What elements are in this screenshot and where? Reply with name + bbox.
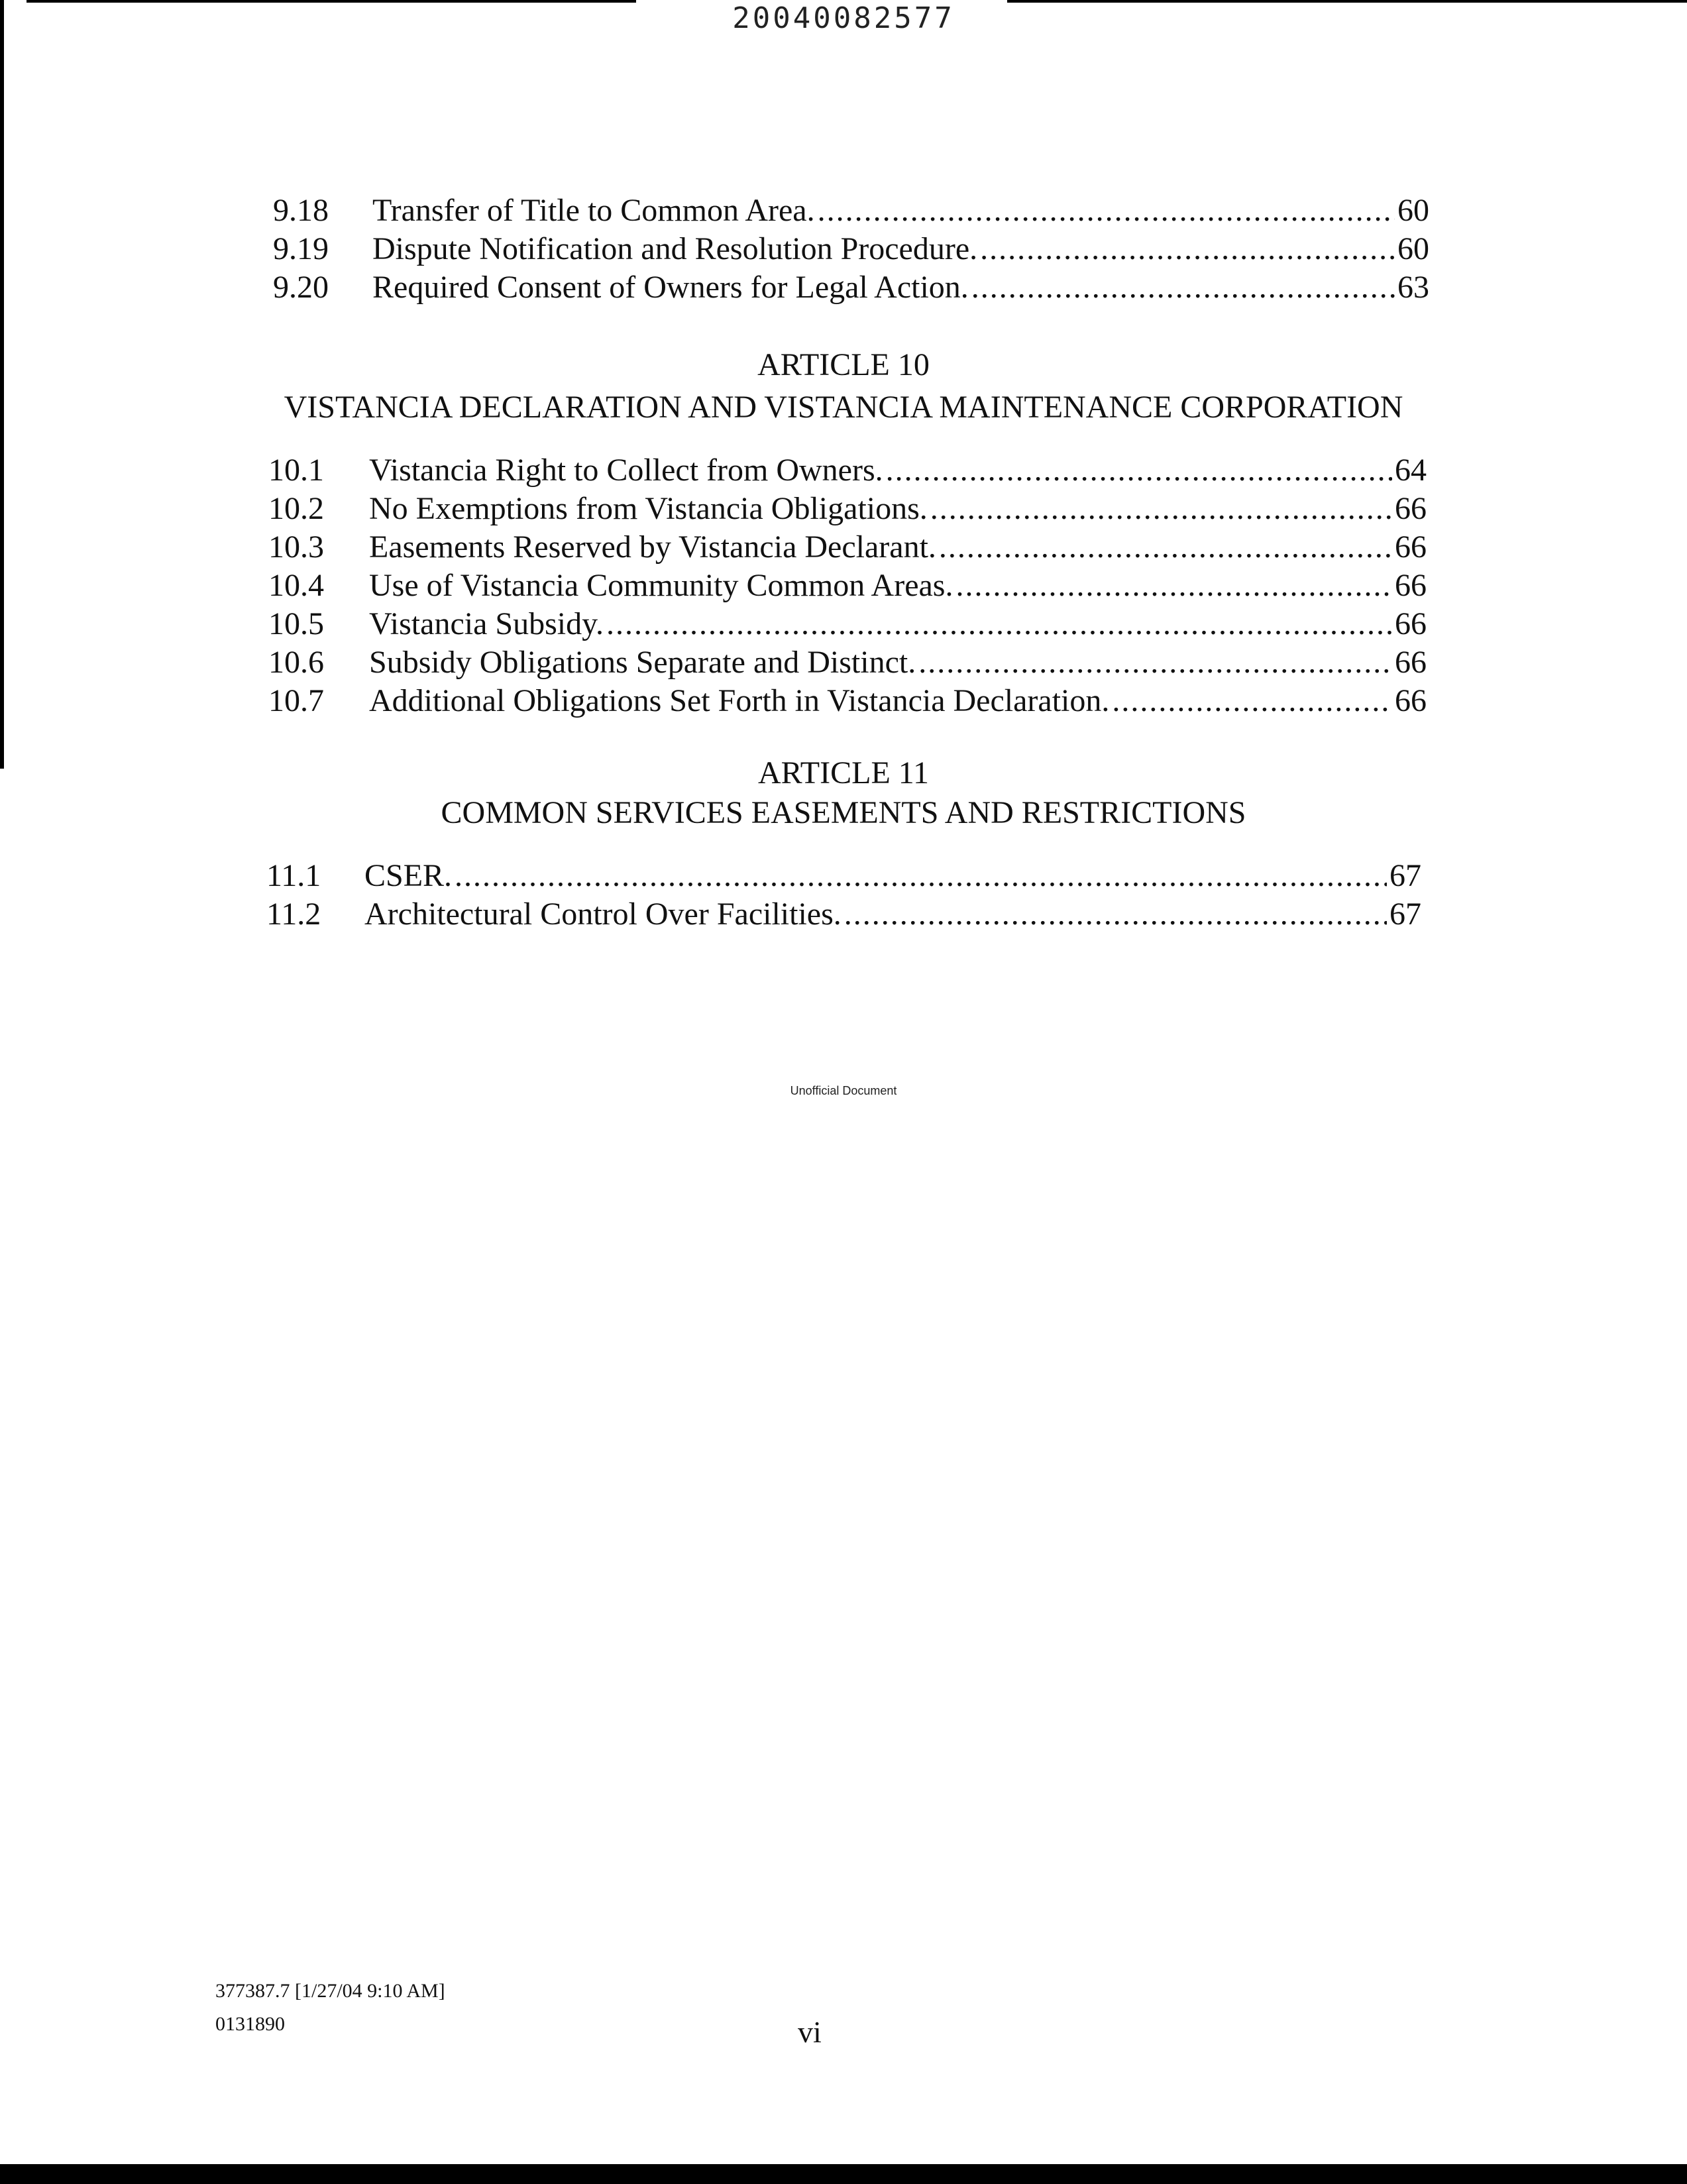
footer-document-id: 377387.7 [1/27/04 9:10 AM] [215, 1980, 445, 2002]
toc-entry-10-7[interactable] [268, 685, 1427, 717]
toc-entry-number: 10.6 [268, 645, 324, 680]
dot-leader [1112, 685, 1392, 717]
toc-entry-title: Dispute Notification and Resolution Procedure. [372, 231, 978, 266]
dot-leader [886, 455, 1392, 486]
toc-entry-title: Vistancia Subsidy. [369, 606, 604, 641]
toc-entry-11-2[interactable] [266, 899, 1421, 930]
toc-entry-title: Additional Obligations Set Forth in Vistancia Declaration. [369, 683, 1110, 718]
footer-client-code: 0131890 [215, 2013, 285, 2035]
dot-leader [818, 195, 1395, 227]
article-10-heading: VISTANCIA DECLARATION AND VISTANCIA MAINTENANCE CORPORATION [284, 390, 1403, 425]
toc-entry-9-20[interactable] [273, 272, 1429, 303]
toc-entry-number: 11.2 [266, 897, 321, 932]
dot-leader [939, 531, 1392, 563]
toc-entry-page: 67 [1389, 858, 1421, 893]
dot-leader [971, 272, 1395, 303]
dot-leader [844, 899, 1387, 930]
toc-entry-title: Required Consent of Owners for Legal Action. [372, 270, 969, 305]
toc-entry-number: 9.20 [273, 270, 329, 305]
toc-entry-number: 10.1 [268, 453, 324, 488]
toc-entry-title: Subsidy Obligations Separate and Distinct. [369, 645, 916, 680]
toc-entry-number: 9.18 [273, 193, 329, 228]
document-number: 20040082577 [732, 1, 955, 35]
dot-leader [980, 233, 1395, 265]
toc-entry-title: No Exemptions from Vistancia Obligations. [369, 491, 928, 526]
toc-entry-title: CSER. [364, 858, 453, 893]
scan-border-bottom [0, 2164, 1687, 2184]
toc-entry-title: Easements Reserved by Vistancia Declarant. [369, 529, 936, 565]
dot-leader [455, 860, 1387, 892]
toc-entry-9-18[interactable] [273, 195, 1429, 227]
page-number: vi [798, 2015, 822, 2049]
toc-entry-page: 64 [1395, 453, 1427, 488]
toc-entry-page: 66 [1395, 683, 1427, 718]
dot-leader [606, 608, 1392, 640]
toc-entry-number: 9.19 [273, 231, 329, 266]
unofficial-document-watermark: Unofficial Document [790, 1084, 897, 1097]
toc-entry-title: Vistancia Right to Collect from Owners. [369, 453, 883, 488]
toc-entry-10-5[interactable] [268, 608, 1427, 640]
toc-entry-10-2[interactable] [268, 493, 1427, 525]
toc-entry-title: Architectural Control Over Facilities. [364, 897, 842, 932]
toc-entry-page: 66 [1395, 568, 1427, 603]
toc-entry-page: 66 [1395, 529, 1427, 565]
toc-entry-page: 66 [1395, 491, 1427, 526]
toc-entry-11-1[interactable] [266, 860, 1421, 892]
toc-entry-number: 10.3 [268, 529, 324, 565]
toc-entry-number: 10.7 [268, 683, 324, 718]
toc-entry-title: Use of Vistancia Community Common Areas. [369, 568, 953, 603]
toc-entry-number: 11.1 [266, 858, 321, 893]
article-11-label: ARTICLE 11 [758, 755, 929, 791]
dot-leader [955, 570, 1392, 602]
article-10-label: ARTICLE 10 [757, 347, 930, 382]
toc-entry-10-6[interactable] [268, 647, 1427, 679]
toc-entry-9-19[interactable] [273, 233, 1429, 265]
toc-entry-page: 67 [1389, 897, 1421, 932]
toc-entry-10-3[interactable] [268, 531, 1427, 563]
toc-entry-10-1[interactable] [268, 455, 1427, 486]
toc-entry-page: 66 [1395, 645, 1427, 680]
toc-entry-title: Transfer of Title to Common Area. [372, 193, 815, 228]
toc-entry-page: 60 [1397, 231, 1429, 266]
toc-entry-number: 10.2 [268, 491, 324, 526]
toc-entry-10-4[interactable] [268, 570, 1427, 602]
toc-entry-number: 10.4 [268, 568, 324, 603]
toc-entry-page: 60 [1397, 193, 1429, 228]
dot-leader [918, 647, 1392, 679]
toc-entry-page: 66 [1395, 606, 1427, 641]
dot-leader [930, 493, 1392, 525]
toc-entry-page: 63 [1397, 270, 1429, 305]
toc-entry-number: 10.5 [268, 606, 324, 641]
article-11-heading: COMMON SERVICES EASEMENTS AND RESTRICTIONS [441, 795, 1246, 830]
